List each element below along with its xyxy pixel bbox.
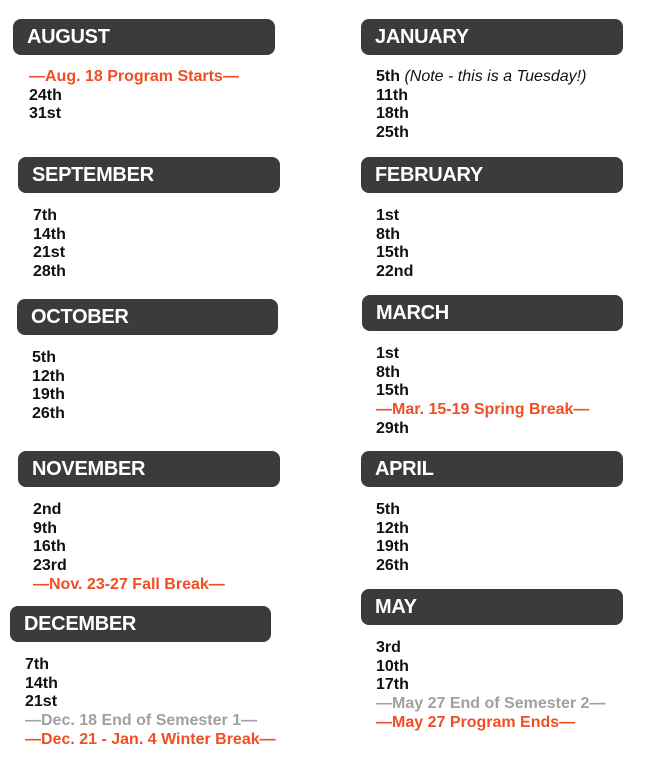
date-item: 12th xyxy=(32,367,65,385)
dates-november xyxy=(33,501,225,594)
date-item: 15th xyxy=(376,382,409,400)
dates-august xyxy=(29,68,239,124)
month-header-april xyxy=(361,451,623,487)
date-item: 11th xyxy=(376,86,409,104)
dates-february xyxy=(376,207,413,282)
program-ends-note: —May 27 Program Ends— xyxy=(376,713,576,731)
date-item: 3rd xyxy=(376,639,401,656)
date-item: 26th xyxy=(32,405,65,423)
dates-may xyxy=(376,639,605,732)
month-header-february xyxy=(361,157,623,193)
month-title-september: SEPTEMBER xyxy=(32,163,154,186)
date-item: 15th xyxy=(376,244,409,262)
date-item: 23rd xyxy=(33,557,67,575)
dates-march xyxy=(376,345,589,438)
date-item: 12th xyxy=(376,519,409,537)
dates-december xyxy=(25,656,276,749)
date-item: 21st xyxy=(33,244,66,262)
month-header-september xyxy=(18,157,280,193)
date-item: 19th xyxy=(376,538,409,556)
month-header-january xyxy=(361,19,623,55)
month-title-august: AUGUST xyxy=(27,25,110,48)
month-header-august xyxy=(13,19,275,55)
month-title-april: APRIL xyxy=(375,457,434,480)
date-item: 21st xyxy=(25,693,58,711)
date-item: 14th xyxy=(25,674,58,692)
date-item: 24th xyxy=(29,86,62,104)
date-item: 29th xyxy=(376,419,409,437)
date-item: 16th xyxy=(33,538,66,556)
month-header-october xyxy=(17,299,278,335)
winter-break-note: —Dec. 21 - Jan. 4 Winter Break— xyxy=(25,730,276,748)
fall-break-note: —Nov. 23-27 Fall Break— xyxy=(33,575,225,593)
date-item: 25th xyxy=(376,124,409,142)
spring-break-note: —Mar. 15-19 Spring Break— xyxy=(376,401,590,419)
date-item: 18th xyxy=(376,105,409,123)
date-item: 14th xyxy=(33,225,66,243)
date-item: 7th xyxy=(25,656,49,673)
month-title-february: FEBRUARY xyxy=(375,163,483,186)
date-item: 2nd xyxy=(33,501,62,518)
month-header-march xyxy=(362,295,623,331)
date-item: 22nd xyxy=(376,263,414,281)
dates-september xyxy=(33,207,66,282)
month-title-may: MAY xyxy=(375,595,417,618)
date-item: 7th xyxy=(33,207,57,224)
dates-october xyxy=(32,349,65,424)
date-item: 5th xyxy=(376,68,400,85)
date-item: 5th xyxy=(376,501,400,518)
date-item: 28th xyxy=(33,263,66,281)
month-header-november xyxy=(18,451,280,487)
month-header-december xyxy=(10,606,271,642)
date-item: 8th xyxy=(376,225,400,243)
date-item: 8th xyxy=(376,363,400,381)
month-title-november: NOVEMBER xyxy=(32,457,146,480)
tuesday-note: (Note - this is a Tuesday!) xyxy=(404,68,587,85)
date-item: 5th xyxy=(32,349,56,366)
end-of-semester-1-note: —Dec. 18 End of Semester 1— xyxy=(25,712,258,730)
dates-april xyxy=(376,501,409,576)
month-title-december: DECEMBER xyxy=(24,612,137,635)
dates-january xyxy=(376,68,586,143)
date-item: 9th xyxy=(33,519,57,537)
end-of-semester-2-note: —May 27 End of Semester 2— xyxy=(376,695,606,713)
date-item: 17th xyxy=(376,676,409,694)
date-item: 26th xyxy=(376,557,409,575)
date-item: 1st xyxy=(376,345,400,362)
date-item: 1st xyxy=(376,207,400,224)
month-header-may xyxy=(361,589,623,625)
date-item: 31st xyxy=(29,105,62,123)
month-title-march: MARCH xyxy=(376,301,449,324)
date-item: 10th xyxy=(376,657,409,675)
month-title-january: JANUARY xyxy=(375,25,469,48)
date-item: 19th xyxy=(32,386,65,404)
month-title-october: OCTOBER xyxy=(31,305,129,328)
program-starts-note: —Aug. 18 Program Starts— xyxy=(29,68,239,85)
